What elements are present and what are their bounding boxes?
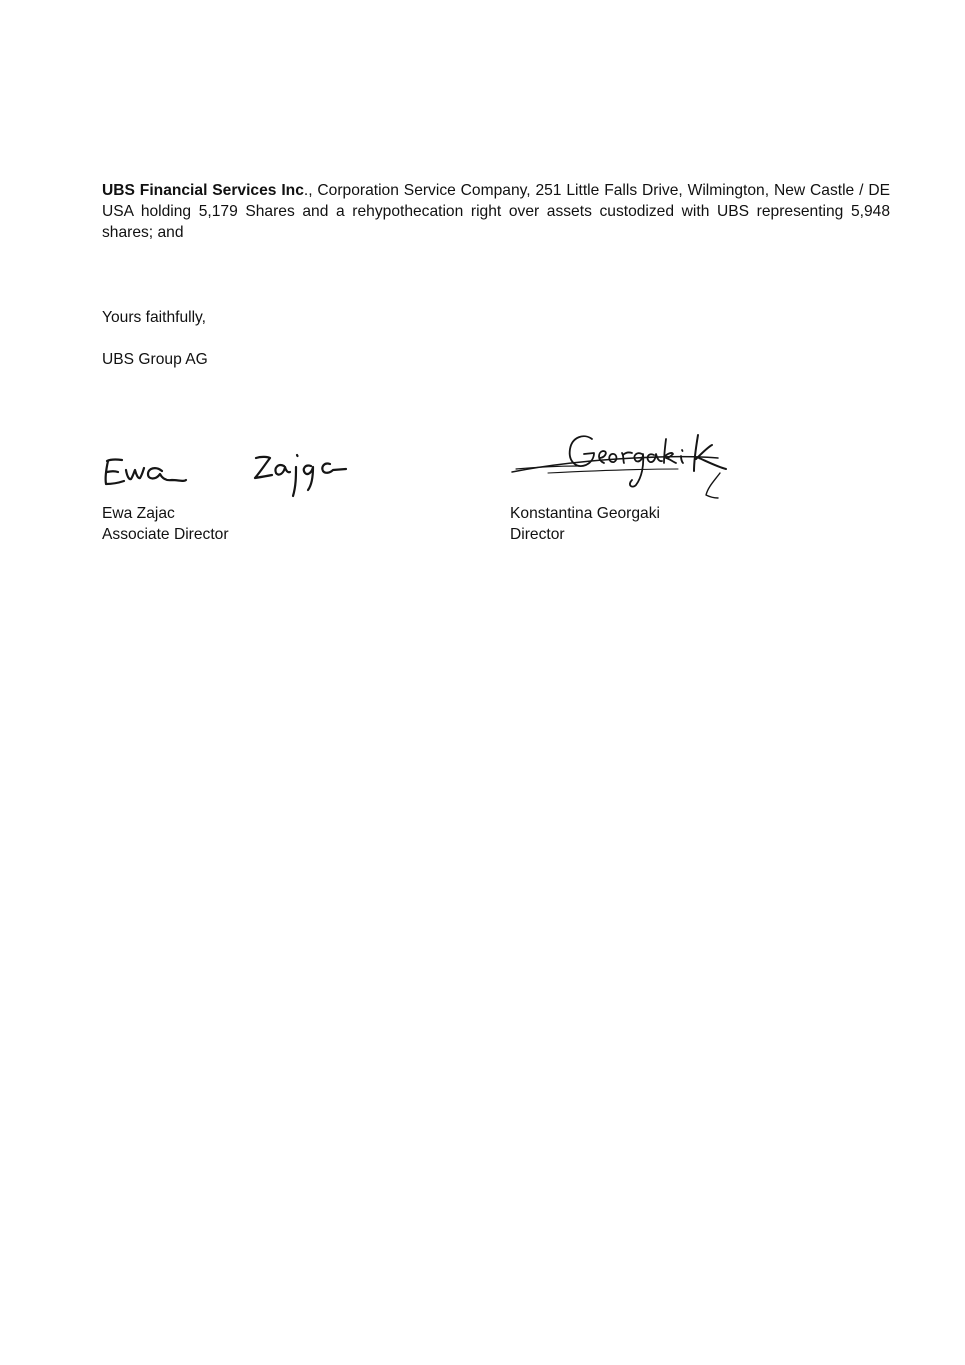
signatory-title: Director xyxy=(510,526,565,543)
signatory-name: Ewa Zajac xyxy=(102,505,175,522)
signatory-name: Konstantina Georgaki xyxy=(510,505,660,522)
entity-name: UBS Financial Services Inc xyxy=(102,182,304,199)
signature-ewa-zajac xyxy=(100,440,350,502)
company-name: UBS Group AG xyxy=(102,351,208,368)
signatory-konstantina-georgaki xyxy=(510,503,660,545)
handwritten-signature-icon xyxy=(100,440,350,502)
closing-salutation: Yours faithfully, xyxy=(102,309,207,326)
signature-konstantina-georgaki xyxy=(508,425,733,505)
signatory-ewa-zajac xyxy=(102,503,229,545)
shareholder-paragraph xyxy=(102,180,890,243)
handwritten-signature-icon xyxy=(508,425,733,505)
entity-details: ., Corporation Service Company, 251 Little Falls Drive, Wilmington, New Castle / DE USA holding 5,179 Shares and a rehypothecation right over assets custodized with UBS representing 5,948 shares; and xyxy=(102,182,890,241)
signatory-title: Associate Director xyxy=(102,526,229,543)
